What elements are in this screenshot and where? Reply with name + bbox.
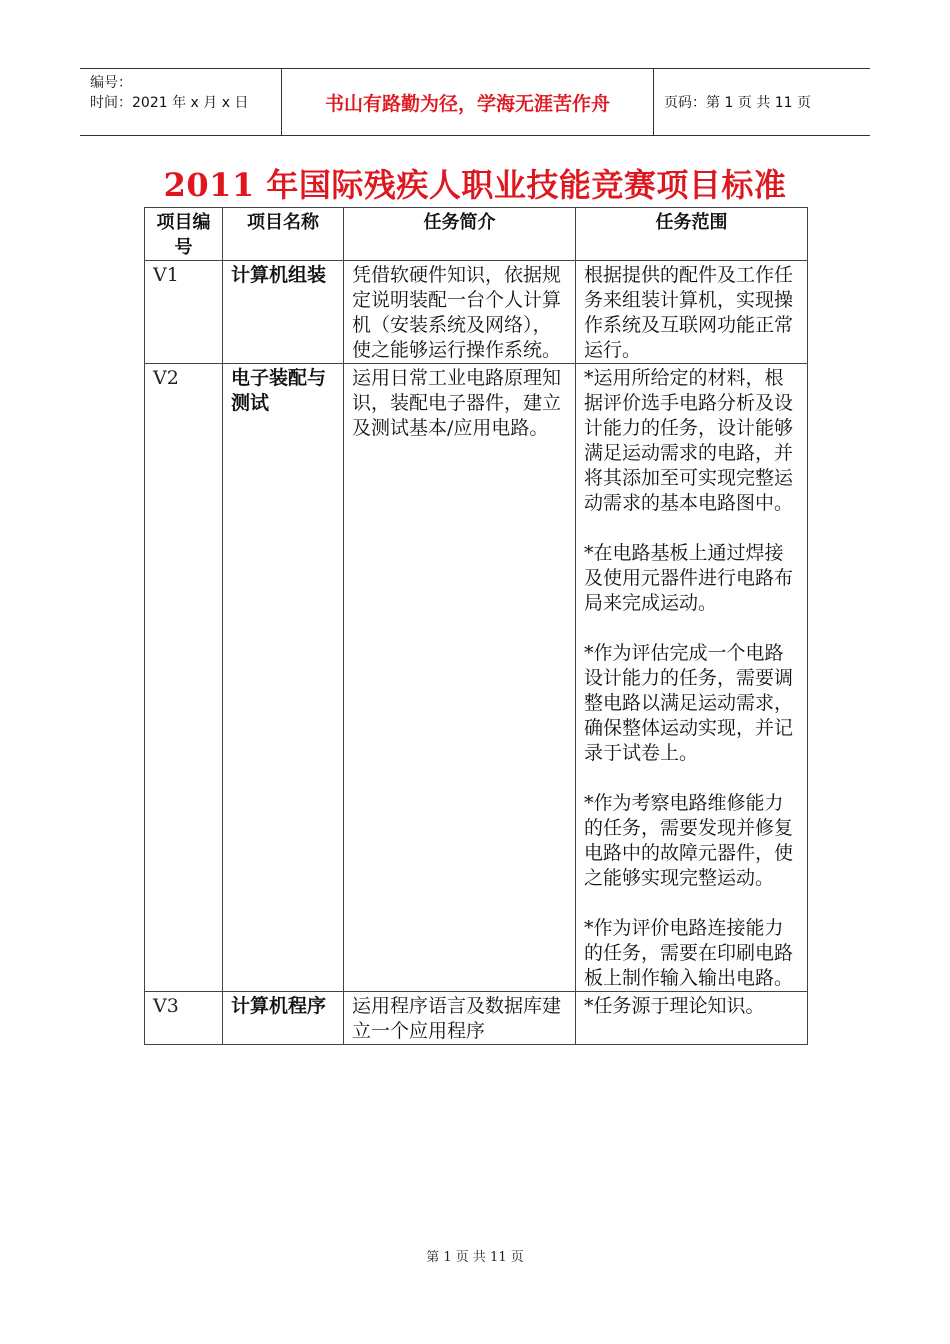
row-code: V3 — [145, 992, 223, 1045]
scope-paragraph: *作为考察电路维修能力的任务，需要发现并修复电路中的故障元器件，使之能够实现完整运动。 — [584, 792, 794, 889]
row-scope — [576, 992, 808, 1045]
row-scope — [576, 261, 808, 364]
table-row — [145, 992, 808, 1045]
header-number-label: 编号： — [90, 75, 132, 91]
row-intro: 运用日常工业电路原理知识，装配电子器件，建立及测试基本/应用电路。 — [344, 364, 576, 992]
page-header — [80, 68, 870, 136]
header-project-name: 项目名称 — [223, 208, 344, 261]
scope-paragraph: *作为评估完成一个电路设计能力的任务，需要调整电路以满足运动需求，确保整体运动实现，并记录于试卷上。 — [584, 642, 794, 764]
scope-paragraph: *作为评价电路连接能力的任务，需要在印刷电路板上制作输入输出电路。 — [584, 917, 794, 989]
scope-paragraph: *运用所给定的材料，根据评价选手电路分析及设计能力的任务，设计能够满足运动需求的电路，并将其添加至可实现完整运动需求的基本电路图中。 — [584, 367, 794, 514]
table-header-row — [145, 208, 808, 261]
scope-paragraph: 根据提供的配件及工作任务来组装计算机，实现操作系统及互联网功能正常运行。 — [584, 264, 794, 361]
project-standard-table — [144, 207, 808, 1045]
row-intro: 凭借软硬件知识，依据规定说明装配一台个人计算机（安装系统及网络），使之能够运行操作系统。 — [344, 261, 576, 364]
header-project-code: 项目编号 — [145, 208, 223, 261]
scope-paragraph: *在电路基板上通过焊接及使用元器件进行电路布局来完成运动。 — [584, 542, 794, 614]
header-meta — [80, 69, 282, 135]
row-name: 计算机程序 — [223, 992, 344, 1045]
header-task-intro: 任务简介 — [344, 208, 576, 261]
table-row — [145, 364, 808, 992]
row-scope — [576, 364, 808, 992]
row-intro: 运用程序语言及数据库建立一个应用程序 — [344, 992, 576, 1045]
table-row — [145, 261, 808, 364]
document-title: 2011 年国际残疾人职业技能竞赛项目标准 — [163, 166, 787, 204]
row-name: 计算机组装 — [223, 261, 344, 364]
header-time-label: 时间：2021 年 x 月 x 日 — [90, 95, 249, 111]
scope-paragraph: *任务源于理论知识。 — [584, 995, 765, 1017]
row-code: V2 — [145, 364, 223, 992]
header-task-scope: 任务范围 — [576, 208, 808, 261]
header-motto: 书山有路勤为径，学海无涯苦作舟 — [282, 69, 654, 135]
header-page-info: 页码：第 1 页 共 11 页 — [664, 95, 811, 111]
page-footer: 第 1 页 共 11 页 — [426, 1250, 524, 1265]
row-name: 电子装配与测试 — [223, 364, 344, 992]
row-code: V1 — [145, 261, 223, 364]
